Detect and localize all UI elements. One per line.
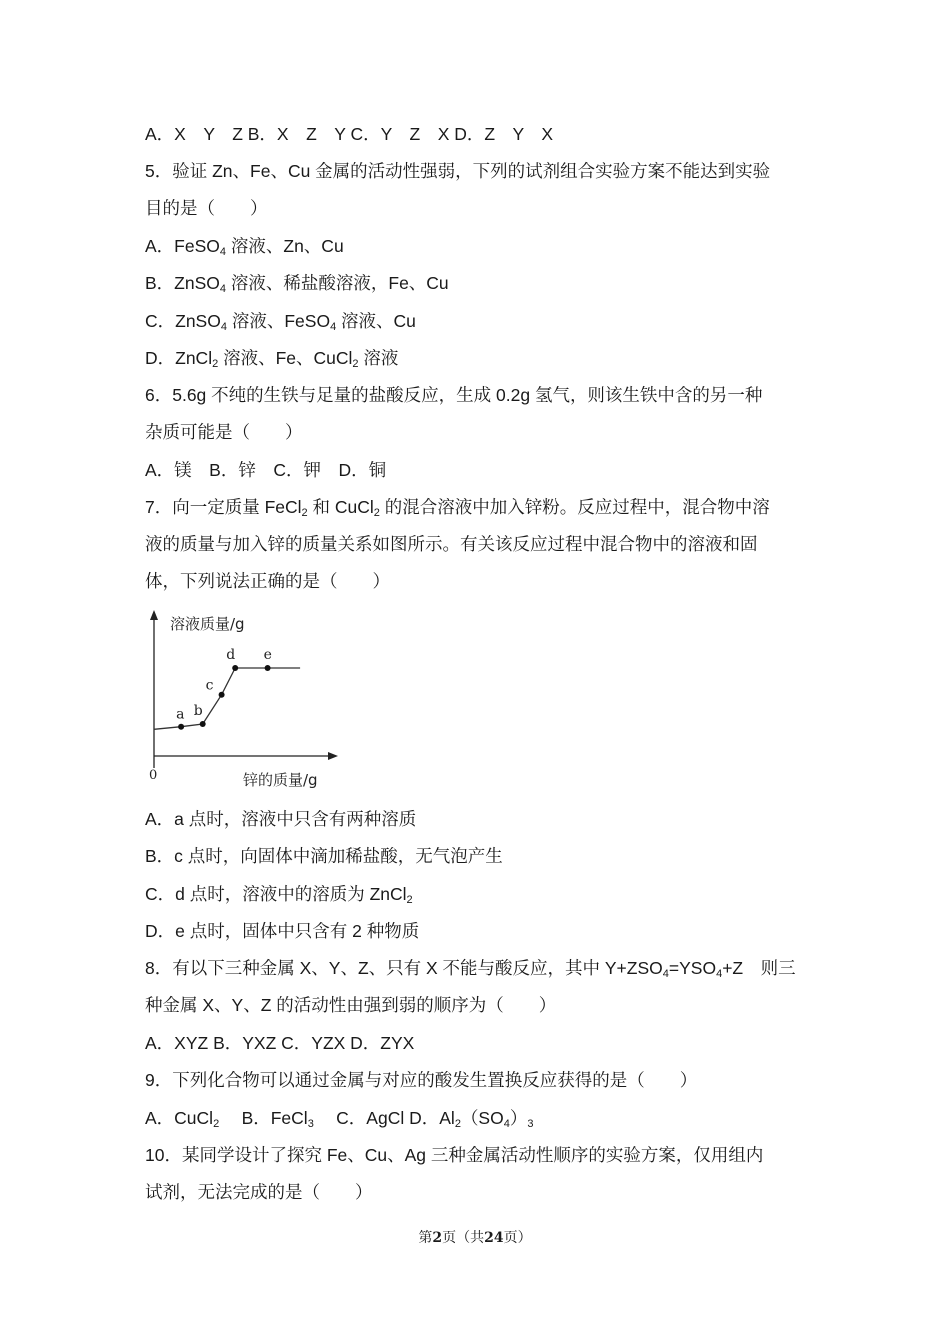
q5-stem-line1: 5．验证 Zn、Fe、Cu 金属的活动性强弱，下列的试剂组合实验方案不能达到实验 — [145, 161, 771, 181]
point-a — [178, 724, 184, 730]
q6-stem-line1: 6．5.6g 不纯的生铁与足量的盐酸反应，生成 0.2g 氢气，则该生铁中含的另一种 — [145, 385, 763, 405]
point-label-a: a — [176, 706, 185, 723]
origin-label: 0 — [149, 768, 158, 783]
y-axis-label: 溶液质量/g — [170, 615, 245, 633]
point-label-b: b — [193, 703, 203, 719]
q9-options: A．CuCl$_2$ B．FeCl$_3$ C．AgCl D．$Al_2(SO_4)_3$ — [145, 1108, 534, 1130]
x-axis-label: 锌的质量/g — [243, 771, 318, 789]
q7-stem-line2: 液的质量与加入锌的质量关系如图所示。有关该反应过程中混合物中的溶液和固 — [145, 534, 758, 554]
q10-stem-line2: 试剂，无法完成的是（ ） — [145, 1182, 373, 1202]
point-label-c: c — [205, 677, 214, 694]
q5-option-d: D．ZnCl$_2$ 溶液、Fe、CuCl$_2$ 溶液 — [145, 348, 399, 370]
q8-options: A．XYZ B．YXZ C．YZX D．ZYX — [145, 1033, 415, 1053]
q6-options: A．镁 B．锌 C．钾 D．铜 — [145, 460, 387, 480]
q5-option-c: C．ZnSO$_4$ 溶液、FeSO$_4$ 溶液、Cu — [145, 311, 416, 333]
x-axis — [154, 752, 338, 760]
q7-stem-line1: 7．向一定质量 FeCl$_2$ 和 CuCl$_2$ 的混合溶液中加入锌粉。反应过程中，混合物中溶 — [145, 497, 770, 519]
point-c — [219, 692, 225, 698]
q7-option-d: D．e 点时，固体中只含有 2 种物质 — [145, 921, 420, 941]
q7-option-a: A．a 点时，溶液中只含有两种溶质 — [145, 809, 417, 829]
q6-stem-line2: 杂质可能是（ ） — [145, 422, 303, 442]
solution-mass-chart — [140, 608, 350, 793]
point-b — [200, 721, 206, 727]
q4-options: A．X Y Z B．X Z Y C．Y Z X D．Z Y X — [145, 124, 554, 144]
chart-svg — [140, 608, 350, 793]
q10-stem-line1: 10．某同学设计了探究 Fe、Cu、Ag 三种金属活动性顺序的实验方案，仅用组内 — [145, 1145, 764, 1165]
q5-option-a: A．FeSO$_4$ 溶液、Zn、Cu — [145, 236, 344, 258]
q5-option-b: B．ZnSO$_4$ 溶液、稀盐酸溶液，Fe、Cu — [145, 273, 449, 295]
point-label-e: e — [263, 647, 272, 663]
q7-stem-line3: 体，下列说法正确的是（ ） — [145, 571, 390, 591]
q8-stem-line2: 种金属 X、Y、Z 的活动性由强到弱的顺序为（ ） — [145, 995, 557, 1015]
page-footer: 第2页（共24页） — [418, 1230, 532, 1246]
point-d — [232, 665, 238, 671]
q7-option-c: C．d 点时，溶液中的溶质为 ZnCl$_2$ — [145, 884, 413, 906]
q5-stem-line2: 目的是（ ） — [145, 198, 268, 218]
point-e — [265, 665, 271, 671]
series-group — [154, 647, 300, 730]
y-axis — [150, 610, 158, 768]
q7-option-b: B．c 点时，向固体中滴加稀盐酸，无气泡产生 — [145, 846, 503, 866]
point-label-d: d — [226, 647, 236, 663]
q9-stem: 9．下列化合物可以通过金属与对应的酸发生置换反应获得的是（ ） — [145, 1070, 698, 1090]
q8-stem-line1: 8．有以下三种金属 X、Y、Z、只有 X 不能与酸反应，其中 $Y+ZSO_4=YSO_4+Z$ 则三 — [145, 958, 796, 980]
